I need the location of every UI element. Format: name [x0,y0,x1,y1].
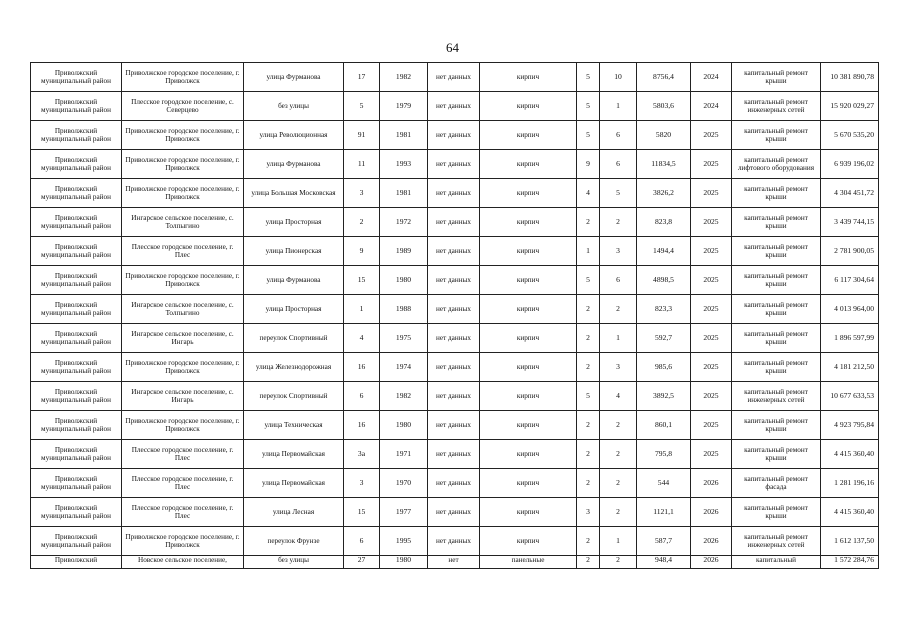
cell-cost: 10 381 890,78 [821,63,879,92]
cell-settlement: Ингарское сельское поселение, с. Толпыгино [122,295,244,324]
cell-house-number: 9 [344,237,380,266]
cell-work-type: капитальный ремонт крыши [732,324,821,353]
cell-district: Приволжский муниципальный район [31,498,122,527]
cell-house-number: 11 [344,150,380,179]
cell-floors: 2 [577,353,600,382]
cell-floors: 2 [577,324,600,353]
cell-work-type: капитальный ремонт крыши [732,179,821,208]
cell-heritage-status: нет данных [428,527,480,556]
cell-floors: 9 [577,150,600,179]
cell-floors: 5 [577,92,600,121]
cell-entrances: 1 [600,92,637,121]
cell-work-type: капитальный ремонт крыши [732,353,821,382]
cell-street: улица Первомайская [244,440,344,469]
cell-work-type: капитальный ремонт крыши [732,266,821,295]
cell-heritage-status: нет данных [428,121,480,150]
cell-cost: 1 896 597,99 [821,324,879,353]
cell-entrances: 2 [600,469,637,498]
cell-district: Приволжский муниципальный район [31,208,122,237]
cell-entrances: 5 [600,179,637,208]
cell-settlement: Приволжское городское поселение, г. Приволжск [122,266,244,295]
cell-repair-year: 2026 [691,498,732,527]
cell-work-type: капитальный ремонт крыши [732,208,821,237]
cell-year-built: 1982 [380,382,428,411]
cell-street: улица Большая Московская [244,179,344,208]
cell-district: Приволжский муниципальный район [31,295,122,324]
cell-cost: 4 415 360,40 [821,440,879,469]
cell-repair-year: 2026 [691,527,732,556]
cell-entrances: 6 [600,121,637,150]
cell-entrances: 3 [600,237,637,266]
cell-entrances: 6 [600,266,637,295]
cell-wall-material: кирпич [480,63,577,92]
cell-heritage-status: нет данных [428,353,480,382]
table-row [31,411,879,440]
cell-heritage-status: нет данных [428,92,480,121]
cell-house-number: 91 [344,121,380,150]
table-row [31,179,879,208]
cell-cost: 2 781 900,05 [821,237,879,266]
cell-settlement: Приволжское городское поселение, г. Приволжск [122,527,244,556]
cell-settlement: Плесское городское поселение, г. Плес [122,237,244,266]
cell-settlement: Плесское городское поселение, г. Плес [122,440,244,469]
cell-entrances: 2 [600,208,637,237]
cell-district: Приволжский муниципальный район [31,150,122,179]
cell-wall-material: кирпич [480,179,577,208]
cell-street: улица Революционная [244,121,344,150]
cell-year-built: 1974 [380,353,428,382]
table-row [31,382,879,411]
cell-heritage-status: нет данных [428,411,480,440]
cell-street: улица Железнодорожная [244,353,344,382]
cell-wall-material: кирпич [480,440,577,469]
cell-area: 8756,4 [637,63,691,92]
table-row [31,150,879,179]
cell-district: Приволжский муниципальный район [31,237,122,266]
cell-street: переулок Спортивный [244,382,344,411]
cell-area: 985,6 [637,353,691,382]
cell-floors: 5 [577,382,600,411]
cell-work-type: капитальный ремонт лифтового оборудования [732,150,821,179]
cell-cost: 4 013 964,00 [821,295,879,324]
cell-area: 587,7 [637,527,691,556]
cell-district: Приволжский муниципальный район [31,527,122,556]
cell-heritage-status: нет данных [428,179,480,208]
cell-entrances: 2 [600,295,637,324]
cell-year-built: 1977 [380,498,428,527]
cell-year-built: 1981 [380,121,428,150]
cell-cost: 10 677 633,53 [821,382,879,411]
cell-area: 948,4 [637,556,691,569]
cell-floors: 2 [577,440,600,469]
table-body [31,63,879,569]
cell-year-built: 1988 [380,295,428,324]
cell-repair-year: 2025 [691,353,732,382]
cell-house-number: 6 [344,382,380,411]
cell-cost: 1 572 284,76 [821,556,879,569]
cell-heritage-status: нет данных [428,266,480,295]
cell-settlement: Приволжское городское поселение, г. Приволжск [122,63,244,92]
cell-settlement: Ингарское сельское поселение, с. Ингарь [122,324,244,353]
cell-cost: 1 281 196,16 [821,469,879,498]
cell-heritage-status: нет данных [428,440,480,469]
cell-area: 795,8 [637,440,691,469]
cell-year-built: 1970 [380,469,428,498]
cell-street: улица Техническая [244,411,344,440]
cell-street: без улицы [244,556,344,569]
cell-district: Приволжский муниципальный район [31,121,122,150]
cell-street: улица Фурманова [244,63,344,92]
cell-heritage-status: нет данных [428,498,480,527]
cell-cost: 4 923 795,84 [821,411,879,440]
cell-settlement: Приволжское городское поселение, г. Приволжск [122,121,244,150]
cell-repair-year: 2025 [691,266,732,295]
cell-district: Приволжский муниципальный район [31,353,122,382]
cell-settlement: Плесское городское поселение, с. Северцево [122,92,244,121]
cell-repair-year: 2024 [691,92,732,121]
cell-street: улица Фурманова [244,266,344,295]
cell-wall-material: кирпич [480,150,577,179]
cell-work-type: капитальный ремонт инженерных сетей [732,382,821,411]
cell-floors: 2 [577,208,600,237]
cell-year-built: 1993 [380,150,428,179]
cell-street: без улицы [244,92,344,121]
cell-work-type: капитальный [732,556,821,569]
cell-repair-year: 2025 [691,295,732,324]
cell-year-built: 1995 [380,527,428,556]
cell-street: улица Просторная [244,208,344,237]
cell-heritage-status: нет данных [428,237,480,266]
cell-heritage-status: нет данных [428,208,480,237]
table-row [31,92,879,121]
cell-wall-material: кирпич [480,237,577,266]
cell-house-number: 5 [344,92,380,121]
cell-year-built: 1981 [380,179,428,208]
cell-house-number: 1 [344,295,380,324]
table-row [31,527,879,556]
cell-repair-year: 2025 [691,121,732,150]
cell-heritage-status: нет данных [428,469,480,498]
cell-entrances: 2 [600,498,637,527]
cell-house-number: 15 [344,498,380,527]
cell-street: улица Пионерская [244,237,344,266]
cell-cost: 6 117 304,64 [821,266,879,295]
cell-district: Приволжский муниципальный район [31,324,122,353]
cell-work-type: капитальный ремонт инженерных сетей [732,92,821,121]
cell-house-number: 2 [344,208,380,237]
cell-area: 4898,5 [637,266,691,295]
cell-floors: 1 [577,237,600,266]
cell-floors: 4 [577,179,600,208]
cell-area: 5803,6 [637,92,691,121]
cell-floors: 2 [577,527,600,556]
cell-street: переулок Спортивный [244,324,344,353]
cell-wall-material: кирпич [480,208,577,237]
cell-wall-material: кирпич [480,266,577,295]
cell-floors: 2 [577,295,600,324]
table-row [31,237,879,266]
cell-house-number: 3а [344,440,380,469]
cell-house-number: 15 [344,266,380,295]
cell-floors: 2 [577,469,600,498]
table-row [31,208,879,237]
cell-area: 5820 [637,121,691,150]
table-row [31,498,879,527]
cell-floors: 2 [577,411,600,440]
cell-work-type: капитальный ремонт фасада [732,469,821,498]
cell-house-number: 6 [344,527,380,556]
cell-area: 3892,5 [637,382,691,411]
cell-settlement: Приволжское городское поселение, г. Приволжск [122,353,244,382]
cell-area: 1121,1 [637,498,691,527]
cell-area: 544 [637,469,691,498]
cell-wall-material: кирпич [480,324,577,353]
cell-district: Приволжский муниципальный район [31,469,122,498]
cell-entrances: 1 [600,324,637,353]
cell-heritage-status: нет [428,556,480,569]
cell-floors: 5 [577,266,600,295]
cell-area: 3826,2 [637,179,691,208]
cell-entrances: 4 [600,382,637,411]
table-row [31,556,879,569]
cell-floors: 5 [577,63,600,92]
cell-work-type: капитальный ремонт крыши [732,121,821,150]
cell-district: Приволжский муниципальный район [31,411,122,440]
cell-house-number: 4 [344,324,380,353]
cell-area: 1494,4 [637,237,691,266]
cell-street: улица Фурманова [244,150,344,179]
cell-heritage-status: нет данных [428,324,480,353]
cell-wall-material: кирпич [480,353,577,382]
cell-year-built: 1975 [380,324,428,353]
cell-district: Приволжский муниципальный район [31,266,122,295]
cell-cost: 4 415 360,40 [821,498,879,527]
cell-entrances: 2 [600,556,637,569]
cell-street: улица Просторная [244,295,344,324]
cell-work-type: капитальный ремонт крыши [732,295,821,324]
cell-wall-material: кирпич [480,411,577,440]
cell-repair-year: 2025 [691,150,732,179]
cell-repair-year: 2025 [691,324,732,353]
cell-work-type: капитальный ремонт инженерных сетей [732,527,821,556]
cell-settlement: Ингарское сельское поселение, с. Толпыгино [122,208,244,237]
cell-entrances: 1 [600,527,637,556]
cell-year-built: 1980 [380,266,428,295]
cell-cost: 6 939 196,02 [821,150,879,179]
cell-year-built: 1989 [380,237,428,266]
cell-entrances: 2 [600,440,637,469]
cell-house-number: 16 [344,411,380,440]
cell-house-number: 17 [344,63,380,92]
cell-wall-material: кирпич [480,295,577,324]
cell-house-number: 16 [344,353,380,382]
table-row [31,121,879,150]
cell-repair-year: 2026 [691,556,732,569]
cell-street: переулок Фрунзе [244,527,344,556]
cell-district: Приволжский муниципальный район [31,92,122,121]
cell-cost: 3 439 744,15 [821,208,879,237]
cell-repair-year: 2025 [691,179,732,208]
cell-work-type: капитальный ремонт крыши [732,411,821,440]
table-row [31,324,879,353]
cell-entrances: 6 [600,150,637,179]
cell-settlement: Ингарское сельское поселение, с. Ингарь [122,382,244,411]
cell-year-built: 1980 [380,556,428,569]
cell-area: 823,3 [637,295,691,324]
cell-wall-material: кирпич [480,498,577,527]
cell-wall-material: кирпич [480,121,577,150]
cell-work-type: капитальный ремонт крыши [732,237,821,266]
cell-repair-year: 2025 [691,382,732,411]
cell-repair-year: 2025 [691,208,732,237]
cell-year-built: 1972 [380,208,428,237]
cell-cost: 15 920 029,27 [821,92,879,121]
cell-year-built: 1982 [380,63,428,92]
cell-settlement: Приволжское городское поселение, г. Приволжск [122,411,244,440]
cell-year-built: 1979 [380,92,428,121]
cell-district: Приволжский [31,556,122,569]
cell-wall-material: кирпич [480,469,577,498]
cell-cost: 4 304 451,72 [821,179,879,208]
cell-cost: 4 181 212,50 [821,353,879,382]
cell-cost: 5 670 535,20 [821,121,879,150]
cell-repair-year: 2025 [691,440,732,469]
cell-floors: 2 [577,556,600,569]
cell-wall-material: кирпич [480,382,577,411]
cell-entrances: 10 [600,63,637,92]
cell-settlement: Приволжское городское поселение, г. Приволжск [122,150,244,179]
cell-work-type: капитальный ремонт крыши [732,440,821,469]
cell-street: улица Лесная [244,498,344,527]
cell-wall-material: кирпич [480,527,577,556]
cell-house-number: 27 [344,556,380,569]
housing-repair-table [30,62,879,569]
cell-district: Приволжский муниципальный район [31,179,122,208]
table-row [31,353,879,382]
table-row [31,295,879,324]
table-row [31,266,879,295]
cell-repair-year: 2026 [691,469,732,498]
cell-entrances: 3 [600,353,637,382]
cell-heritage-status: нет данных [428,150,480,179]
cell-area: 823,8 [637,208,691,237]
cell-year-built: 1971 [380,440,428,469]
cell-repair-year: 2025 [691,411,732,440]
cell-area: 860,1 [637,411,691,440]
cell-heritage-status: нет данных [428,63,480,92]
cell-heritage-status: нет данных [428,382,480,411]
cell-street: улица Первомайская [244,469,344,498]
page-number: 64 [446,40,459,55]
cell-settlement: Плесское городское поселение, г. Плес [122,469,244,498]
cell-entrances: 2 [600,411,637,440]
cell-district: Приволжский муниципальный район [31,63,122,92]
cell-cost: 1 612 137,50 [821,527,879,556]
table-row [31,63,879,92]
table-row [31,469,879,498]
cell-area: 11834,5 [637,150,691,179]
cell-house-number: 3 [344,469,380,498]
cell-repair-year: 2024 [691,63,732,92]
table-row [31,440,879,469]
cell-area: 592,7 [637,324,691,353]
cell-settlement: Плесское городское поселение, г. Плес [122,498,244,527]
cell-floors: 3 [577,498,600,527]
cell-wall-material: панельные [480,556,577,569]
cell-work-type: капитальный ремонт крыши [732,498,821,527]
cell-settlement: Приволжское городское поселение, г. Приволжск [122,179,244,208]
cell-floors: 5 [577,121,600,150]
cell-settlement: Новское сельское поселение, [122,556,244,569]
cell-heritage-status: нет данных [428,295,480,324]
cell-district: Приволжский муниципальный район [31,382,122,411]
cell-repair-year: 2025 [691,237,732,266]
cell-wall-material: кирпич [480,92,577,121]
cell-work-type: капитальный ремонт крыши [732,63,821,92]
cell-year-built: 1980 [380,411,428,440]
cell-house-number: 3 [344,179,380,208]
cell-district: Приволжский муниципальный район [31,440,122,469]
